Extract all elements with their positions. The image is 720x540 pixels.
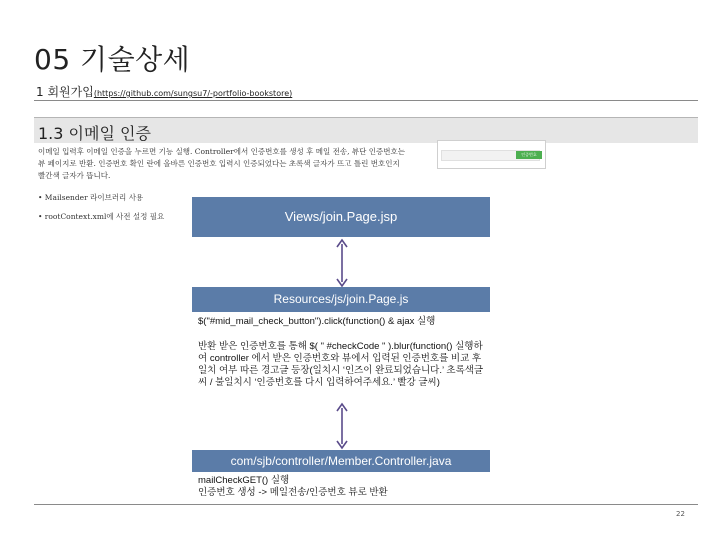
divider-line — [34, 100, 698, 101]
double-arrow-icon — [334, 238, 350, 288]
screenshot-thumbnail — [437, 140, 546, 169]
note-rootcontext: • rootContext.xml에 사전 설정 필요 — [38, 212, 165, 221]
thumbnail-button: 인증번호 — [516, 151, 542, 159]
flow-step-js: Resources/js/join.Page.js — [192, 287, 490, 312]
section-title: 1.3 이메일 인증 — [38, 124, 151, 143]
controller-action-line: 인증번호 생성 -> 메일전송/인증번호 뷰로 반환 — [198, 487, 388, 498]
js-blur-detail: 반환 받은 인증번호를 통해 $( " #checkCode " ).blur(function() 실행하여 controller 에서 받은 인증번호와 뷰에서 입력된 인증번호를 비교 후 일치 여부 따른 경고글 등장(일치시 ‘인즈이 완료되었습니다.’ 초록색글씨 / 불일치시 ‘인증번호를 다시 입력하여주세요.’ 빨강 글씨) — [198, 341, 484, 388]
subtitle-prefix: 1 회원가입 — [36, 85, 94, 99]
subtitle — [36, 83, 292, 100]
js-click-line: $("#mid_mail_check_button").click(function() & ajax 실행 — [198, 316, 436, 327]
page-title: 05 기술상세 — [34, 43, 191, 76]
repo-link[interactable]: (https://github.com/sungsu7/-portfolio-bookstore) — [93, 89, 293, 98]
controller-method-line: mailCheckGET() 실행 — [198, 475, 290, 486]
flow-step-controller: com/sjb/controller/Member.Controller.java — [192, 450, 490, 472]
footer-divider — [34, 504, 698, 505]
section-description: 이메일 입력후 이메일 인증을 누르면 기능 실행. Controller에서 인증번호를 생성 후 메일 전송, 뷰단 인증번호는 뷰 페이지로 반환. 인증번호 확인 란에 올바른 인증번호 입력시 인증되었다는 초록색 글자가 뜨고 틀린 번호인지 빨간색 글자가 뜹니다. — [38, 147, 405, 180]
page-number: 22 — [676, 510, 685, 518]
double-arrow-icon — [334, 402, 350, 450]
flow-step-jsp: Views/join.Page.jsp — [192, 197, 490, 237]
note-mailsender: • Mailsender 라이브러리 사용 — [38, 193, 144, 202]
